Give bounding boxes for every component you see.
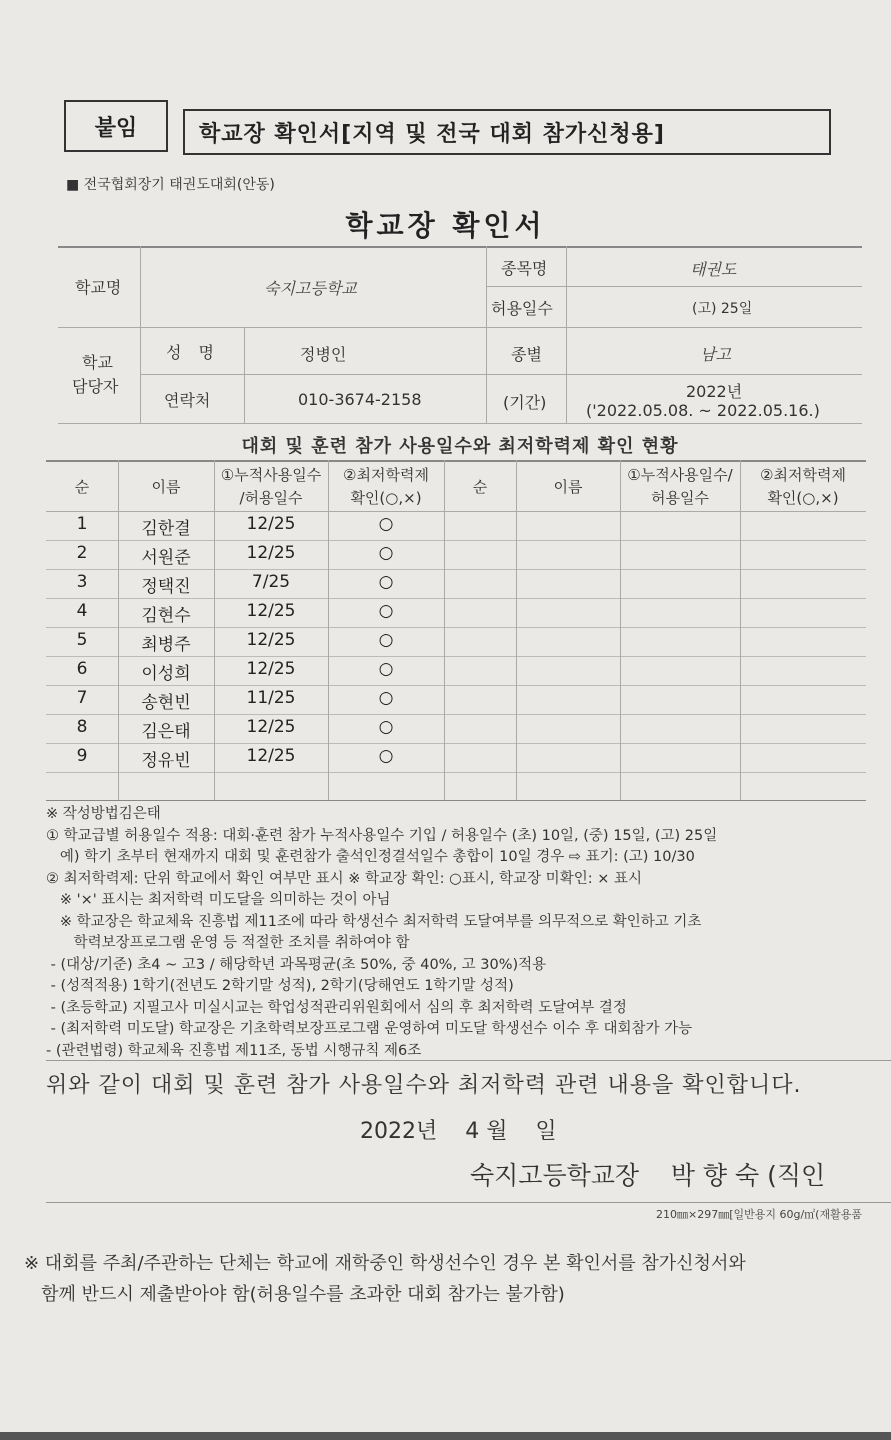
header-days-line2: /허용일수	[239, 489, 303, 507]
confirmation-statement: 위와 같이 대회 및 훈련 참가 사용일수와 최저학력 관련 내용을 확인합니다.	[46, 1073, 802, 1098]
header-check-right-line1: ②최저학력제	[760, 466, 846, 484]
principal-signature: 숙지고등학교장 박 향 숙 (직인	[470, 1161, 826, 1190]
name-label: 성 명	[166, 343, 214, 362]
student-name: 서원준	[141, 548, 191, 568]
note-line: 학력보장프로그램 운영 등 적절한 조치를 취하여야 함	[46, 935, 410, 951]
divider	[46, 1202, 891, 1203]
event-value: 태권도	[690, 260, 737, 279]
paper-spec: 210㎜×297㎜[일반용지 60g/㎡(재활용품	[656, 1208, 862, 1221]
note-line: - (대상/기준) 초4 ~ 고3 / 해당학년 과목평균(초 50%, 중 40%, 고 30%)적용	[46, 956, 547, 973]
check-mark: ○	[378, 543, 394, 563]
row-number: 4	[76, 601, 88, 621]
school-label: 학교명	[75, 278, 122, 297]
gender-value: 남고	[700, 345, 731, 364]
note-line: 예) 학기 초부터 현재까지 대회 및 훈련참가 출석인정결석일수 총합이 10일 경우 ⇨ 표기: (고) 10/30	[46, 849, 695, 865]
allowed-days-value: (고) 25일	[692, 301, 753, 317]
check-mark: ○	[378, 688, 394, 708]
row-number: 9	[76, 746, 88, 766]
contact-label: 연락처	[164, 391, 211, 410]
check-mark: ○	[378, 630, 394, 650]
event-label: 종목명	[501, 259, 548, 278]
note-line: ① 학교급별 허용일수 적용: 대회·훈련 참가 누적사용일수 기입 / 허용일수 (초) 10일, (중) 15일, (고) 25일	[46, 827, 718, 844]
note-line: ② 최저학력제: 단위 학교에서 확인 여부만 표시 ※ 학교장 확인: ○표시, 학교장 미확인: × 표시	[46, 870, 642, 887]
header-days-right-line2: 허용일수	[651, 489, 709, 507]
period-label: (기간)	[503, 393, 547, 412]
row-number: 6	[76, 659, 88, 679]
student-name: 이성희	[141, 664, 191, 684]
used-days: 12/25	[246, 659, 296, 679]
divider	[46, 1060, 891, 1061]
used-days: 12/25	[246, 746, 296, 766]
used-days: 12/25	[246, 717, 296, 737]
row-number: 8	[76, 717, 88, 737]
note-line: ※ 학교장은 학교체육 진흥법 제11조에 따라 학생선수 최저학력 도달여부를 의무적으로 확인하고 기초	[46, 913, 702, 930]
bottom-edge	[0, 1432, 891, 1440]
manager-label-line2: 담당자	[72, 377, 119, 396]
student-name: 김현수	[141, 606, 191, 626]
manager-name: 정병인	[300, 345, 347, 364]
footer-line: ※ 대회를 주최/주관하는 단체는 학교에 재학중인 학생선수인 경우 본 확인서를 참가신청서와	[24, 1253, 746, 1274]
used-days: 11/25	[246, 688, 296, 708]
note-line: ※ 작성방법김은태	[46, 806, 161, 822]
note-line: - (관련법령) 학교체육 진흥법 제11조, 동법 시행규칙 제6조	[46, 1042, 422, 1059]
writing-instructions	[46, 804, 886, 1062]
period-range: ('2022.05.08. ~ 2022.05.16.)	[586, 401, 820, 420]
check-mark: ○	[378, 746, 394, 766]
note-line: - (초등학교) 지필고사 미실시교는 학업성적관리위원회에서 심의 후 최저학력 도달여부 결정	[46, 999, 627, 1016]
manager-label-line1: 학교	[82, 353, 113, 372]
attachment-tag: 붙임	[64, 100, 168, 152]
row-number: 2	[76, 543, 88, 563]
header-check-line2: 확인(○,×)	[350, 489, 422, 507]
note-line: ※ '×' 표시는 최저학력 미도달을 의미하는 것이 아님	[46, 892, 391, 908]
contact-value: 010-3674-2158	[298, 390, 422, 409]
header-days-line1: ①누적사용일수	[220, 466, 322, 484]
used-days: 12/25	[246, 514, 296, 534]
header-days-right-line1: ①누적사용일수/	[627, 466, 733, 484]
student-name: 김한결	[141, 519, 191, 539]
competition-subtitle: ■ 전국협회장기 태권도대회(안동)	[66, 177, 275, 193]
check-mark: ○	[378, 514, 394, 534]
allowed-days-label: 허용일수	[491, 299, 553, 318]
footer-notice	[24, 1248, 884, 1310]
header-name-right: 이름	[553, 478, 583, 496]
student-name: 송현빈	[141, 693, 191, 713]
row-number: 5	[76, 630, 88, 650]
footer-line: 함께 반드시 제출받아야 함(허용일수를 초과한 대회 참가는 불가함)	[24, 1284, 565, 1305]
check-mark: ○	[378, 717, 394, 737]
header-no-right: 순	[472, 478, 488, 496]
period-year: 2022년	[686, 382, 743, 401]
student-name: 정택진	[141, 577, 191, 597]
document-heading: 학교장 확인서[지역 및 전국 대회 참가신청용]	[183, 109, 831, 155]
table-caption: 대회 및 훈련 참가 사용일수와 최저학력제 확인 현황	[241, 436, 679, 457]
header-name: 이름	[151, 478, 181, 496]
student-name: 김은태	[141, 722, 191, 742]
used-days: 12/25	[246, 601, 296, 621]
header-check-right-line2: 확인(○,×)	[767, 489, 839, 507]
school-value: 숙지고등학교	[264, 279, 357, 298]
page-title: 학교장 확인서	[345, 209, 546, 242]
note-line: - (최저학력 미도달) 학교장은 기초학력보장프로그램 운영하여 미도달 학생선수 이수 후 대회참가 가능	[46, 1021, 693, 1037]
note-line: - (성적적용) 1학기(전년도 2학기말 성적), 2학기(당해연도 1학기말 성적)	[46, 978, 514, 994]
signature-date: 2022년 4 월 일	[360, 1119, 557, 1144]
header-check-line1: ②최저학력제	[343, 466, 429, 484]
check-mark: ○	[378, 572, 394, 592]
student-name: 정유빈	[141, 751, 191, 771]
check-mark: ○	[378, 659, 394, 679]
header-no: 순	[74, 478, 90, 496]
check-mark: ○	[378, 601, 394, 621]
row-number: 3	[76, 572, 88, 592]
used-days: 12/25	[246, 630, 296, 650]
student-name: 최병주	[141, 635, 191, 655]
row-number: 7	[76, 688, 88, 708]
used-days: 12/25	[246, 543, 296, 563]
gender-label: 종별	[511, 345, 542, 364]
used-days: 7/25	[251, 572, 291, 592]
row-number: 1	[76, 514, 88, 534]
